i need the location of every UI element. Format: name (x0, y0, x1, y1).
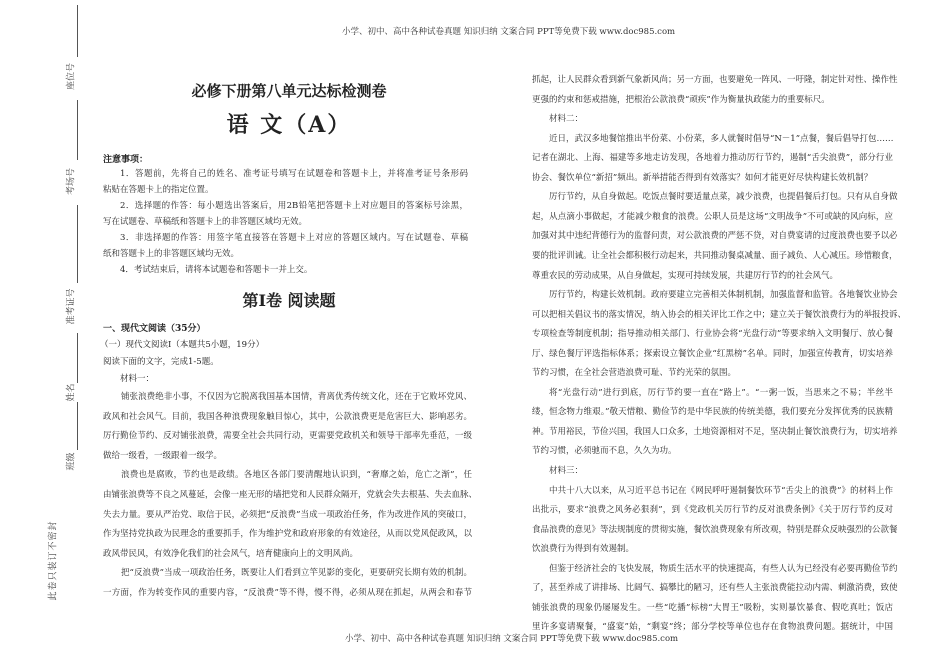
text-line: 厅、绿色餐厅评选指标体系；探索设立餐饮企业“红黑榜”名单。同时，加强宣传教育，切实培养 (532, 348, 893, 359)
exam-subject: 语 文（A） (226, 112, 352, 138)
text-line: 更强的约束和惩戒措施，把根治公款浪费“顽疾”作为衡量执政能力的重要标尺。 (532, 94, 830, 105)
text-line: 政风带民风，有效净化我们的社会风气，培育健康向上的文明风尚。 (103, 548, 359, 559)
text-line: 缕，恒念物力维艰。”敬天惜粮、勤俭节约是中华民族的传统美德，我们要充分发挥优秀的民族精 (532, 407, 893, 418)
text-line: 尊重农民的劳动成果，从自身做起，实现可持续发展，共建厉行节约的社会风气。 (532, 270, 839, 281)
text-line: 但鉴于经济社会的飞快发展，物质生活水平的快速提高，有些人认为已经没有必要再勤俭节约 (549, 563, 898, 574)
section-title: 第Ⅰ卷 阅读题 (242, 291, 336, 310)
text-line: 神。节用裕民，节俭兴国，我国人口众多，土地资源相对不足，坚决制止餐饮浪费行为，切实培养 (532, 426, 898, 437)
text-line: 做给一级看，一级跟着一级学。 (103, 450, 223, 461)
text-line: 写在试题卷、草稿纸和答题卡上的非答题区域均无效。 (103, 217, 308, 227)
room-label: 考场号 (66, 168, 77, 196)
text-line: 要的批评训诫。让全社会都积极行动起来，共同推动餐桌减量、面子减负、人心减压。珍惜粮食， (532, 250, 898, 261)
text-line: 厉行勤俭节约、反对铺张浪费，需要全社会共同行动，更需要党政机关和领导干部率先垂范，一级 (103, 431, 472, 442)
text-line: 加强对其中违纪背德行为的监督问责，对公款浪费的严惩不贷，对自费宴请的过度浪费也要予以必 (532, 231, 898, 242)
text-line: 4．考试结束后，请将本试题卷和答题卡一并上交。 (120, 265, 313, 275)
exam-title: 必修下册第八单元达标检测卷 (191, 82, 387, 100)
seat-field-line (77, 5, 78, 57)
text-line: 材料三： (549, 466, 584, 476)
text-line: 可以把相关倡议书的落实情况，纳入协会的相关评比工作之中；建立关于餐饮浪费行为的举报投诉、 (532, 309, 907, 320)
text-line: 中共十八大以来，从习近平总书记在《网民呼吁遏制餐饮环节“舌尖上的浪费”》的材料上作 (549, 485, 893, 496)
text-line: 铺张浪费的现象仍屡屡发生。一些“吃播”标榜“大胃王”吸粉，实则暴饮暴食、假吃真吐；饭店 (532, 602, 893, 613)
text-line: 政风和社会风气。目前，我国各种浪费现象触目惊心，其中，公款浪费更是危害巨大、影响恶劣。 (103, 411, 472, 422)
ticket-field-line (77, 205, 78, 283)
name-field-line (77, 333, 78, 383)
text-line: 厉行节约，从自身做起。吃饭点餐时要适量点菜，减少浪费，也提倡餐后打包。只有从自身做 (549, 192, 898, 203)
text-line: 粘贴在答题卡上的指定位置。 (103, 185, 214, 195)
header-banner: 小学、初中、高中各种试卷真题 知识归纳 文案合同 PPT等免费下载 www.doc985.com (342, 27, 676, 37)
text-line: 记者在湖北、上海、福建等多地走访发现，各地着力推动厉行节约，遏制“舌尖浪费”，部分行业 (532, 153, 893, 164)
seat-label: 座位号 (66, 63, 77, 91)
text-line: 2．选择题的作答：每小题选出答案后，用2B铅笔把答题卡上对应题目的答案标号涂黑， (120, 201, 468, 211)
text-line: 浪费也是腐败，节约也是政绩。各地区各部门要清醒地认识到，“奢靡之始，危亡之渐”，任 (121, 470, 472, 481)
class-field-line (77, 402, 78, 450)
text-line: 节约习惯，必须驰而不息，久久为功。 (532, 446, 677, 457)
text-line: 近日，武汉多地餐馆推出半份菜、小份菜，多人就餐时倡导“N－1”点餐，餐后倡导打包…… (549, 133, 894, 144)
text-line: 铺张浪费绝非小事，不仅因为它脱离我国基本国情，背离优秀传统文化，还在于它败坏党风、 (121, 392, 472, 402)
subpart-heading: （一）现代文阅读Ⅰ（本题共5小题，19分） (100, 340, 265, 350)
text-line: 里许多宴请聚餐，“盛宴”始，“剩宴”终；部分学校等单位也存在食物浪费问题。据统计，中国 (532, 622, 893, 633)
ticket-label: 准考证号 (66, 288, 77, 325)
text-line: 了，甚至养成了讲排场、比阔气、搞攀比的陋习，还有些人主张浪费能拉动内需、刺激消费，致使 (532, 583, 898, 594)
text-line: 纸和答题卡上的非答题区域均无效。 (103, 249, 240, 259)
room-field-line (77, 100, 78, 160)
text-line: 食品浪费的意见》等法规制度的贯彻实施，餐饮浪费现象有所改观，特别是群众反映强烈的公款餐 (532, 524, 898, 535)
reading-instruction: 阅读下面的文字，完成1-5题。 (103, 357, 219, 367)
material-one-label: 材料一： (120, 374, 155, 384)
footer-banner: 小学、初中、高中各种试卷真题 知识归纳 文案合同 PPT等免费下载 www.doc985.com (345, 634, 679, 644)
text-line: 协会、餐饮单位“新招”频出。新举措能否得到有效落实？如何才能更好尽快构建长效机制？ (532, 172, 873, 183)
text-line: 把“反浪费”当成一项政治任务，既要让人们看到立竿见影的变化，更要研究长期有效的机制。 (121, 568, 472, 579)
binding-note: 此卷只装订不密封 (48, 520, 59, 601)
notes-heading: 注意事项： (103, 155, 149, 165)
text-line: 抓起，让人民群众看到新气象新风尚；另一方面，也要避免一阵风、一吁隆，制定针对性、操作性 (532, 75, 898, 85)
text-line: 节约习惯，在全社会营造浪费可耻、节约光荣的氛围。 (532, 368, 737, 379)
text-line: 起，从点滴小事做起，才能减少粮食的浪费。公职人员是这场“文明战争”不可或缺的风向标，应 (532, 211, 893, 222)
text-line: 作为坚持党执政为民理念的重要抓手，作为维护党和政府形象的有效途径，从而以党风促政风，以 (103, 529, 472, 540)
text-line: 失去力量。要从严治党、取信于民，必须把“反浪费”当成一项政治任务，作为改进作风的突破口， (103, 509, 472, 520)
text-line: 材料二： (549, 114, 584, 125)
text-line: 出批示，要求“浪费之风务必狠刹”，到《党政机关厉行节约反对浪费条例》《关于厉行节约反对 (532, 505, 893, 516)
name-label: 姓名 (66, 383, 77, 402)
class-label: 班级 (66, 452, 77, 471)
text-line: 3．非选择题的作答：用签字笔直接答在答题卡上对应的答题区域内。写在试题卷、草稿 (120, 233, 468, 243)
text-line: 厉行节约，构建长效机制。政府要建立完善相关体制机制，加强监督和监管。各地餐饮业协会 (549, 290, 898, 301)
text-line: 1．答题前，先将自己的姓名、准考证号填写在试题卷和答题卡上，并将准考证号条形码 (120, 169, 468, 179)
text-line: 一方面，作为转变作风的重要内容，“反浪费”等不得，慢不得，必须从现在抓起，从两会和春节 (103, 588, 472, 598)
text-line: 饮浪费行为得到有效遏制。 (532, 544, 635, 555)
text-line: 将“光盘行动”进行到底，厉行节约要一直在“路上”。“一粥一饭，当思来之不易；半丝半 (549, 387, 893, 398)
text-line: 专项检查等制度机制；指导推动相关部门、行业协会将“光盘行动”等要求纳入文明餐厅、放心餐 (532, 329, 893, 340)
text-line: 由铺张浪费等不良之风蔓延，会像一座无形的墙把党和人民群众隔开，党就会失去根基、失去血脉、 (103, 490, 478, 500)
part-heading: 一、现代文阅读（35分） (103, 324, 206, 334)
